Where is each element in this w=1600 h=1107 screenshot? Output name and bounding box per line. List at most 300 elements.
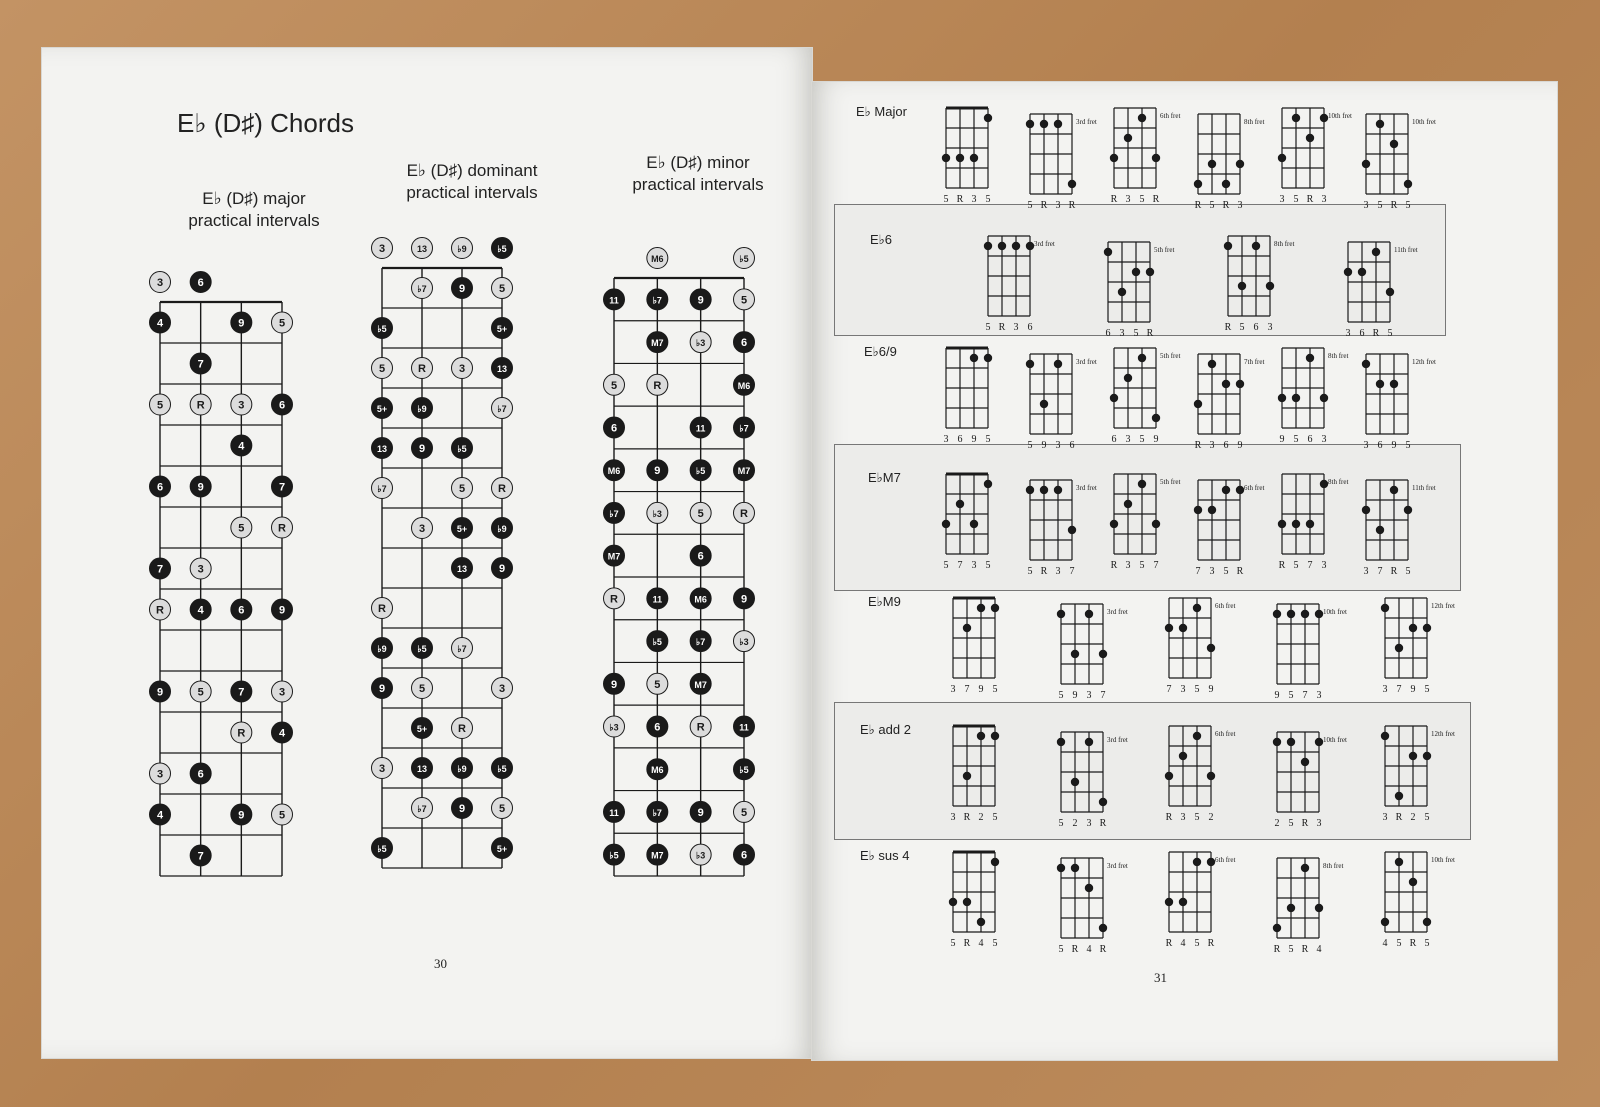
string-interval-label: R <box>998 322 1006 333</box>
string-interval-label: 6 <box>957 434 963 445</box>
finger-dot <box>1252 242 1260 250</box>
column-subtitle-line: practical intervals <box>632 175 764 194</box>
string-interval-label: 3 <box>1363 200 1369 211</box>
string-interval-label: 5 <box>943 560 949 571</box>
chord-diagram <box>1379 592 1459 722</box>
chord-diagram <box>1379 720 1459 850</box>
interval-label: ♭7 <box>417 804 427 814</box>
string-interval-label: 9 <box>1391 440 1397 451</box>
string-interval-label: 3 <box>950 684 956 695</box>
finger-dot <box>1273 924 1281 932</box>
finger-dot <box>1146 268 1154 276</box>
finger-dot <box>963 772 971 780</box>
interval-label: ♭7 <box>497 404 507 414</box>
finger-dot <box>1099 924 1107 932</box>
finger-dot <box>1152 414 1160 422</box>
string-interval-label: 9 <box>1274 690 1280 701</box>
string-interval-label: 5 <box>1288 818 1294 829</box>
chord-diagram <box>947 846 1027 976</box>
interval-label: R <box>237 727 246 740</box>
fret-position-label: 8th fret <box>1244 118 1265 126</box>
interval-label: 5 <box>197 686 204 699</box>
finger-dot <box>970 354 978 362</box>
string-interval-label: R <box>1222 200 1230 211</box>
string-interval-label: 3 <box>1125 194 1131 205</box>
fret-position-label: 6th fret <box>1215 730 1236 738</box>
string-interval-label: 5 <box>1405 440 1411 451</box>
interval-label: M6 <box>694 594 707 605</box>
interval-label: 5+ <box>496 324 508 334</box>
string-interval-label: 3 <box>1321 194 1327 205</box>
finger-dot <box>1358 268 1366 276</box>
string-interval-label: 7 <box>957 560 963 571</box>
chord-row-title: E♭6 <box>870 232 893 247</box>
chord-diagram <box>1271 726 1351 856</box>
finger-dot <box>1390 380 1398 388</box>
fret-position-label: 12th fret <box>1431 602 1455 610</box>
interval-label: ♭7 <box>417 284 427 294</box>
string-interval-label: 3 <box>1316 690 1322 701</box>
interval-label: 7 <box>156 563 164 576</box>
interval-label: 13 <box>416 244 428 254</box>
interval-label: M7 <box>694 679 707 690</box>
interval-label: 3 <box>378 763 386 775</box>
row-band <box>834 702 1471 840</box>
string-interval-label: 5 <box>1058 690 1064 701</box>
chord-diagram <box>1276 468 1356 598</box>
interval-label: 4 <box>156 809 164 822</box>
chord-diagram <box>940 342 1020 472</box>
interval-label: ♭5 <box>609 850 619 861</box>
finger-dot <box>1071 778 1079 786</box>
finger-dot <box>991 858 999 866</box>
interval-label: ♭7 <box>609 508 619 519</box>
interval-label: ♭7 <box>457 644 467 654</box>
finger-dot <box>1404 180 1412 188</box>
fretboard <box>604 248 755 877</box>
finger-dot <box>1315 904 1323 912</box>
string-interval-label: 3 <box>943 434 949 445</box>
string-interval-label: 3 <box>1086 818 1092 829</box>
finger-dot <box>970 520 978 528</box>
fret-position-label: 11th fret <box>1394 246 1418 254</box>
column-title-line: E♭ (D♯) minor <box>646 153 750 172</box>
string-interval-label: 3 <box>1321 560 1327 571</box>
interval-label: M7 <box>607 551 621 562</box>
string-interval-label: 5 <box>1209 200 1215 211</box>
string-interval-label: 5 <box>1194 812 1200 823</box>
interval-label: 5 <box>740 806 748 819</box>
chord-diagram <box>1108 342 1188 472</box>
finger-dot <box>1372 248 1380 256</box>
interval-label: 13 <box>376 444 388 454</box>
finger-dot <box>1165 624 1173 632</box>
interval-label: 11 <box>695 423 706 434</box>
finger-dot <box>1194 180 1202 188</box>
finger-dot <box>1344 268 1352 276</box>
interval-label: 4 <box>156 317 164 330</box>
interval-label: 6 <box>278 399 286 412</box>
interval-label: 5 <box>610 379 618 392</box>
left-page <box>42 48 812 1058</box>
interval-label: 3 <box>378 243 386 255</box>
finger-dot <box>1207 858 1215 866</box>
finger-dot <box>1386 288 1394 296</box>
fret-position-label: 3rd fret <box>1107 736 1128 744</box>
finger-dot <box>1292 394 1300 402</box>
fret-position-label: 10th fret <box>1431 856 1455 864</box>
string-interval-label: 5 <box>1239 322 1245 333</box>
interval-label: 3 <box>156 768 164 781</box>
string-interval-label: 4 <box>1382 938 1388 949</box>
string-interval-label: 5 <box>985 322 991 333</box>
string-interval-label: 7 <box>1069 566 1075 577</box>
interval-label: M7 <box>737 466 751 477</box>
finger-dot <box>1026 486 1034 494</box>
string-interval-label: 3 <box>1209 440 1215 451</box>
finger-dot <box>1320 480 1328 488</box>
finger-dot <box>1362 360 1370 368</box>
finger-dot <box>1236 160 1244 168</box>
fretboard <box>150 272 293 877</box>
chord-diagram <box>1024 108 1104 238</box>
finger-dot <box>970 154 978 162</box>
string-interval-label: 5 <box>1396 938 1402 949</box>
finger-dot <box>1222 180 1230 188</box>
fret-position-label: 3rd fret <box>1107 862 1128 870</box>
fret-position-label: 3rd fret <box>1107 608 1128 616</box>
interval-label: ♭5 <box>497 764 507 774</box>
fret-position-label: 3rd fret <box>1076 118 1097 126</box>
interval-label: 3 <box>418 523 426 535</box>
string-interval-label: 3 <box>1086 690 1092 701</box>
finger-dot <box>1068 526 1076 534</box>
interval-label: 9 <box>697 294 704 307</box>
string-interval-label: 3 <box>971 194 977 205</box>
interval-label: 5 <box>278 809 286 822</box>
finger-dot <box>1315 738 1323 746</box>
string-interval-label: 5 <box>1139 194 1145 205</box>
finger-dot <box>1040 486 1048 494</box>
interval-label: 6 <box>197 277 204 289</box>
string-interval-label: R <box>1409 938 1417 949</box>
finger-dot <box>1165 898 1173 906</box>
string-interval-label: R <box>1040 566 1048 577</box>
string-interval-label: R <box>963 812 971 823</box>
string-interval-label: R <box>1372 328 1380 339</box>
string-interval-label: 3 <box>1237 200 1243 211</box>
interval-label: 5 <box>418 683 426 695</box>
chord-diagram <box>1163 846 1243 976</box>
string-interval-label: R <box>1390 200 1398 211</box>
interval-label: 7 <box>197 358 204 371</box>
interval-label: 3 <box>238 399 245 412</box>
finger-dot <box>1193 732 1201 740</box>
finger-dot <box>1395 644 1403 652</box>
column-subtitle-line: practical intervals <box>188 211 320 230</box>
string-interval-label: 9 <box>1072 690 1078 701</box>
interval-label: 3 <box>458 363 466 375</box>
string-interval-label: 9 <box>978 684 984 695</box>
interval-label: 11 <box>609 807 619 818</box>
fret-position-label: 3rd fret <box>1076 484 1097 492</box>
interval-label: 3 <box>156 277 164 289</box>
finger-dot <box>1208 360 1216 368</box>
fret-position-label: 8th fret <box>1328 478 1349 486</box>
finger-dot <box>1315 610 1323 618</box>
finger-dot <box>1152 520 1160 528</box>
interval-label: ♭9 <box>457 764 467 774</box>
interval-label: R <box>458 723 466 735</box>
finger-dot <box>1390 140 1398 148</box>
string-interval-label: 7 <box>964 684 970 695</box>
chord-diagram <box>1163 592 1243 722</box>
finger-dot <box>1376 526 1384 534</box>
fret-position-label: 11th fret <box>1412 484 1436 492</box>
finger-dot <box>1071 864 1079 872</box>
finger-dot <box>1381 604 1389 612</box>
fretboard <box>372 238 513 869</box>
string-interval-label: 7 <box>1396 684 1402 695</box>
finger-dot <box>1236 380 1244 388</box>
string-interval-label: 7 <box>1153 560 1159 571</box>
string-interval-label: R <box>1099 944 1107 955</box>
interval-label: 5 <box>740 294 748 307</box>
interval-label: ♭5 <box>739 765 749 776</box>
interval-label: 5 <box>697 507 704 520</box>
interval-label: R <box>156 604 164 617</box>
string-interval-label: R <box>1194 200 1202 211</box>
interval-label: 6 <box>197 768 204 781</box>
fret-position-label: 5th fret <box>1160 352 1181 360</box>
interval-label: 9 <box>156 686 164 699</box>
fret-position-label: 8th fret <box>1328 352 1349 360</box>
finger-dot <box>1301 864 1309 872</box>
finger-dot <box>1381 732 1389 740</box>
chord-diagram <box>1055 726 1135 856</box>
string-interval-label: 5 <box>1424 812 1430 823</box>
interval-label: M6 <box>651 765 664 776</box>
finger-dot <box>1040 400 1048 408</box>
string-interval-label: 6 <box>1223 440 1229 451</box>
string-interval-label: 5 <box>1405 566 1411 577</box>
finger-dot <box>1138 354 1146 362</box>
string-interval-label: R <box>1390 566 1398 577</box>
interval-label: 11 <box>652 594 663 605</box>
chord-diagram <box>1360 348 1440 478</box>
finger-dot <box>1040 120 1048 128</box>
string-interval-label: 5 <box>985 434 991 445</box>
interval-label: 5 <box>156 399 164 412</box>
interval-label: 9 <box>654 465 661 478</box>
finger-dot <box>984 354 992 362</box>
chord-row-title: E♭ add 2 <box>860 722 911 737</box>
string-interval-label: R <box>956 194 964 205</box>
string-interval-label: 3 <box>1345 328 1351 339</box>
interval-label: 5+ <box>416 724 428 734</box>
finger-dot <box>1165 772 1173 780</box>
page-title: E♭ (D♯) Chords <box>177 108 354 138</box>
interval-label: ♭5 <box>696 466 706 477</box>
interval-label: 6 <box>156 481 164 494</box>
interval-label: ♭5 <box>497 244 507 254</box>
string-interval-label: 6 <box>1377 440 1383 451</box>
interval-label: 6 <box>740 849 748 862</box>
string-interval-label: 5 <box>1194 684 1200 695</box>
string-interval-label: R <box>1301 944 1309 955</box>
chord-diagram <box>1271 852 1351 982</box>
finger-dot <box>1292 520 1300 528</box>
finger-dot <box>1099 650 1107 658</box>
finger-dot <box>1124 374 1132 382</box>
finger-dot <box>1376 380 1384 388</box>
interval-label: ♭3 <box>696 850 706 861</box>
chord-row-title: E♭6/9 <box>864 344 897 359</box>
string-interval-label: 6 <box>1359 328 1365 339</box>
finger-dot <box>1085 738 1093 746</box>
string-interval-label: 4 <box>1086 944 1092 955</box>
chord-diagram <box>1360 474 1440 604</box>
string-interval-label: 5 <box>1293 434 1299 445</box>
string-interval-label: 3 <box>1279 194 1285 205</box>
interval-label: R <box>278 522 286 535</box>
string-interval-label: 5 <box>1058 944 1064 955</box>
string-interval-label: 9 <box>1279 434 1285 445</box>
chord-diagram <box>1379 846 1459 976</box>
string-interval-label: 5 <box>1424 684 1430 695</box>
interval-label: ♭9 <box>377 644 387 654</box>
string-interval-label: R <box>1165 812 1173 823</box>
fret-position-label: 6th fret <box>1215 856 1236 864</box>
finger-dot <box>1306 354 1314 362</box>
string-interval-label: 5 <box>992 812 998 823</box>
string-interval-label: 7 <box>1302 690 1308 701</box>
finger-dot <box>1409 624 1417 632</box>
string-interval-label: 5 <box>1058 818 1064 829</box>
finger-dot <box>1193 858 1201 866</box>
finger-dot <box>984 480 992 488</box>
interval-label: ♭7 <box>696 637 706 648</box>
string-interval-label: 9 <box>1208 684 1214 695</box>
string-interval-label: 7 <box>1377 566 1383 577</box>
interval-label: 11 <box>609 295 619 306</box>
finger-dot <box>1292 114 1300 122</box>
string-interval-label: 9 <box>1410 684 1416 695</box>
finger-dot <box>1395 858 1403 866</box>
string-interval-label: 3 <box>1055 566 1061 577</box>
finger-dot <box>1222 486 1230 494</box>
string-interval-label: 9 <box>1237 440 1243 451</box>
interval-label: ♭5 <box>652 637 662 648</box>
interval-label: ♭3 <box>609 722 619 733</box>
string-interval-label: 5 <box>1288 944 1294 955</box>
finger-dot <box>1057 610 1065 618</box>
chord-row-title: E♭ sus 4 <box>860 848 910 863</box>
string-interval-label: 7 <box>1100 690 1106 701</box>
string-interval-label: 5 <box>1027 440 1033 451</box>
string-interval-label: 3 <box>950 812 956 823</box>
finger-dot <box>1054 486 1062 494</box>
finger-dot <box>1395 792 1403 800</box>
interval-label: ♭3 <box>739 637 749 648</box>
string-interval-label: 3 <box>1363 440 1369 451</box>
chord-diagram <box>1108 102 1188 232</box>
fret-position-label: 3rd fret <box>1076 358 1097 366</box>
finger-dot <box>1287 738 1295 746</box>
page-number: 31 <box>1154 970 1167 985</box>
interval-label: 5 <box>458 483 466 495</box>
finger-dot <box>1222 380 1230 388</box>
finger-dot <box>1026 120 1034 128</box>
interval-label: R <box>740 507 748 520</box>
string-interval-label: R <box>1301 818 1309 829</box>
string-interval-label: 5 <box>943 194 949 205</box>
chord-row-title: E♭ Major <box>856 104 907 119</box>
interval-label: ♭5 <box>457 444 467 454</box>
chord-diagram <box>940 468 1020 598</box>
column-subtitle-line: practical intervals <box>406 183 538 202</box>
string-interval-label: 3 <box>1316 818 1322 829</box>
string-interval-label: R <box>1194 440 1202 451</box>
finger-dot <box>963 898 971 906</box>
finger-dot <box>1026 242 1034 250</box>
interval-label: R <box>696 721 705 734</box>
interval-label: 9 <box>740 593 748 606</box>
finger-dot <box>984 242 992 250</box>
chord-diagram <box>1024 474 1104 604</box>
chord-diagram <box>1271 598 1351 728</box>
string-interval-label: 5 <box>985 560 991 571</box>
string-interval-label: 5 <box>1377 200 1383 211</box>
finger-dot <box>1301 610 1309 618</box>
fret-position-label: 10th fret <box>1328 112 1352 120</box>
finger-dot <box>1208 506 1216 514</box>
interval-label: 5 <box>654 678 661 691</box>
finger-dot <box>1152 154 1160 162</box>
string-interval-label: 9 <box>1041 440 1047 451</box>
string-interval-label: 5 <box>1139 434 1145 445</box>
interval-label: 7 <box>197 850 204 863</box>
interval-label: 6 <box>740 337 748 350</box>
finger-dot <box>1362 506 1370 514</box>
string-interval-label: R <box>1152 194 1160 205</box>
finger-dot <box>1057 738 1065 746</box>
finger-dot <box>984 114 992 122</box>
finger-dot <box>1320 114 1328 122</box>
finger-dot <box>963 624 971 632</box>
finger-dot <box>942 154 950 162</box>
finger-dot <box>956 154 964 162</box>
interval-label: ♭9 <box>457 244 467 254</box>
interval-label: ♭7 <box>377 484 387 494</box>
string-interval-label: 3 <box>1267 322 1273 333</box>
string-interval-label: 5 <box>992 684 998 695</box>
finger-dot <box>1266 282 1274 290</box>
string-interval-label: 5 <box>1288 690 1294 701</box>
chord-diagram <box>1360 108 1440 238</box>
string-interval-label: 5 <box>1293 560 1299 571</box>
finger-dot <box>1054 360 1062 368</box>
string-interval-label: 5 <box>992 938 998 949</box>
interval-label: 13 <box>456 564 468 574</box>
finger-dot <box>977 604 985 612</box>
string-interval-label: 3 <box>1125 560 1131 571</box>
interval-label: 9 <box>418 443 426 455</box>
finger-dot <box>949 898 957 906</box>
string-interval-label: 5 <box>1293 194 1299 205</box>
interval-label: ♭3 <box>652 508 662 519</box>
interval-label: ♭9 <box>497 524 507 534</box>
